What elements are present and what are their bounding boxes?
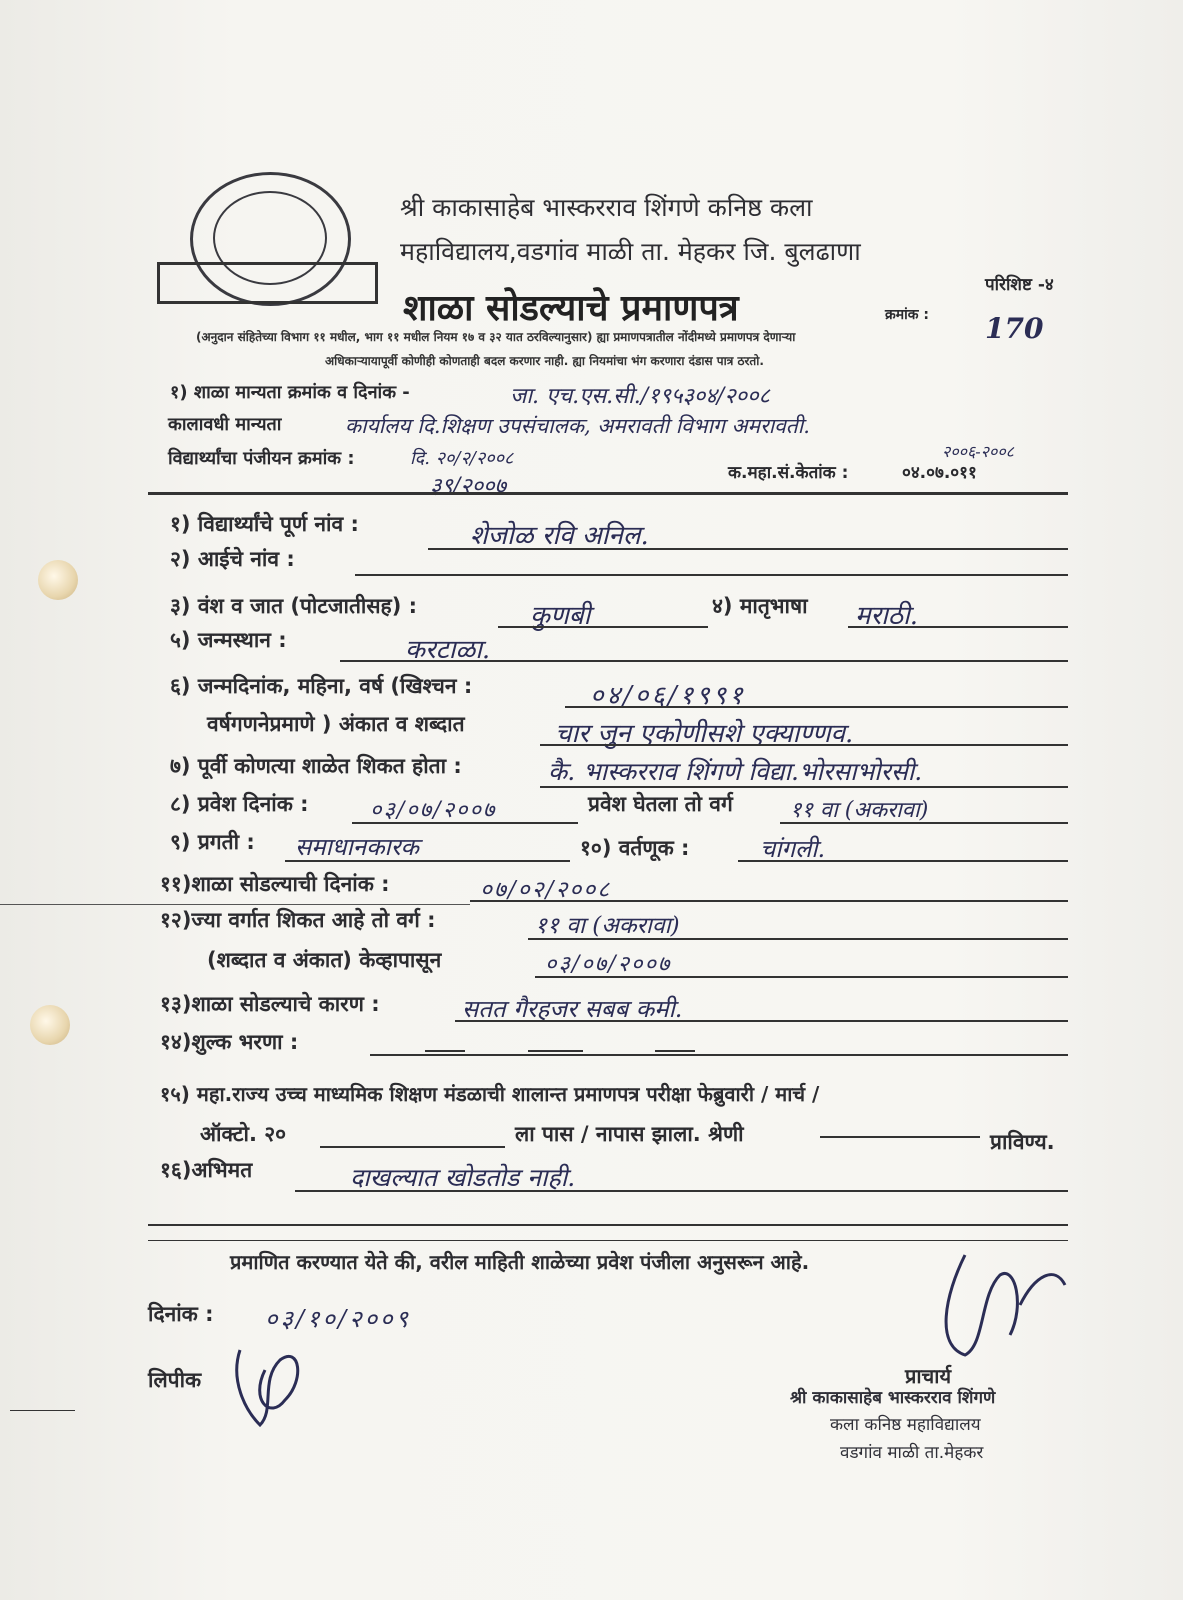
punch-hole-top	[38, 560, 78, 600]
stamp-line-1: श्री काकासाहेब भास्करराव शिंगणे	[790, 1388, 996, 1408]
dash-mark	[655, 1050, 695, 1052]
field-line	[285, 860, 570, 862]
clerk-label: लिपीक	[148, 1368, 202, 1392]
current-class-label: १२)ज्या वर्गात शिकत आहे तो वर्ग :	[160, 908, 436, 932]
previous-school-value: कै. भास्करराव शिंगणे विद्या.भोरसाभोरसी.	[548, 757, 923, 786]
leaving-date-label: ११)शाळा सोडल्याची दिनांक :	[160, 872, 390, 896]
validity-period: २००६-२००८	[942, 442, 1014, 461]
since-label: (शब्दात व अंकात) केव्हापासून	[207, 948, 442, 972]
validity-label: कालावधी मान्यता	[168, 414, 282, 435]
field-line	[498, 626, 708, 628]
field-line	[320, 1146, 505, 1148]
since-value: ०३/०७/२००७	[545, 952, 672, 977]
issue-date-label: दिनांक :	[148, 1302, 214, 1326]
stamp-line-2: कला कनिष्ठ महाविद्यालय	[830, 1415, 981, 1435]
header-note-1: (अनुदान संहितेच्या विभाग ११ मधील, भाग ११ मधील नियम १७ व ३२ यात ठरविल्यानुसार) ह्या प्रमाणपत्रातील नोंदीमध्ये प्रमाणपत्र देणाऱ्या	[196, 330, 796, 344]
dob-words-label: वर्षगणनेप्रमाणे ) अंकात व शब्दात	[207, 712, 465, 736]
field-line	[565, 706, 1068, 708]
board-exam-result-label: ला पास / नापास झाला. श्रेणी	[515, 1122, 744, 1146]
udise-value: ०४.०७.०११	[902, 463, 977, 483]
dob-value: ०४/०६/१९९१	[590, 681, 746, 711]
field-line	[355, 574, 1068, 576]
field-line	[148, 1224, 1068, 1226]
leaving-date-value: ०७/०२/२००८	[480, 877, 612, 903]
admission-class-value: ११ वा (अकरावा)	[790, 798, 929, 823]
principal-label: प्राचार्य	[905, 1364, 952, 1388]
recognition-value: जा. एच.एस.सी./१९५३०४/२००८	[510, 384, 770, 409]
dash-mark	[528, 1050, 583, 1052]
progress-label: ९) प्रगती :	[170, 830, 255, 854]
field-line	[428, 548, 1068, 550]
field-line	[738, 860, 1068, 862]
field-line	[455, 1020, 1068, 1022]
field-line	[780, 822, 1068, 824]
student-name-value: शेजोळ रवि अनिल.	[470, 521, 649, 551]
registration-label: विद्यार्थ्यांचा पंजीयन क्रमांक :	[168, 448, 355, 469]
fees-label: १४)शुल्क भरणा :	[160, 1030, 299, 1054]
field-line	[295, 1190, 1068, 1192]
header-divider	[148, 492, 1068, 495]
dob-label: ६) जन्मदिनांक, महिना, वर्ष (खिश्चन :	[170, 674, 473, 698]
registration-number: ३९/२००७	[430, 474, 507, 499]
board-exam-year-label: ऑक्टो. २०	[200, 1122, 287, 1146]
margin-mark	[10, 1410, 75, 1411]
caste-label: ३) वंश व जात (पोटजातीसह) :	[170, 594, 418, 618]
mother-name-label: २) आईचे नांव :	[170, 547, 295, 571]
fold-crease	[0, 904, 470, 905]
mother-tongue-value: मराठी.	[855, 601, 919, 631]
udise-label: क.महा.सं.केतांक :	[728, 463, 849, 483]
previous-school-label: ७) पूर्वी कोणत्या शाळेत शिकत होता :	[170, 754, 462, 778]
leaving-reason-label: १३)शाळा सोडल्याचे कारण :	[160, 992, 380, 1016]
mother-tongue-label: ४) मातृभाषा	[712, 594, 808, 618]
recognition-label: १) शाळा मान्यता क्रमांक व दिनांक -	[170, 382, 410, 403]
dash-mark	[425, 1050, 465, 1052]
admission-class-label: प्रवेश घेतला तो वर्ग	[588, 792, 733, 816]
field-line	[470, 900, 1068, 902]
dob-words-value: चार जुन एकोणीसशे एक्याण्णव.	[555, 719, 854, 749]
principal-signature	[925, 1235, 1075, 1370]
remarks-value: दाखल्यात खोडतोड नाही.	[350, 1163, 576, 1192]
admission-date-label: ८) प्रवेश दिनांक :	[170, 792, 309, 816]
conduct-value: चांगली.	[760, 835, 826, 863]
field-line	[848, 626, 1068, 628]
clerk-signature	[220, 1340, 320, 1435]
field-line	[535, 976, 1068, 978]
certification-text: प्रमाणित करण्यात येते की, वरील माहिती शाळेच्या प्रवेश पंजीला अनुसरून आहे.	[230, 1250, 810, 1274]
caste-value: कुणबी	[530, 601, 591, 631]
certificate-title: शाळा सोडल्याचे प्रमाणपत्र	[403, 288, 739, 329]
remarks-label: १६)अभिमत	[160, 1158, 253, 1182]
seal-banner	[157, 262, 378, 304]
birthplace-value: करटाळा.	[405, 635, 491, 665]
serial-label: क्रमांक :	[885, 307, 929, 323]
current-class-value: ११ वा (अकरावा)	[535, 913, 680, 939]
field-line	[340, 660, 1068, 662]
field-line	[540, 786, 1068, 788]
college-name-line1: श्री काकासाहेब भास्करराव शिंगणे कनिष्ठ कला	[400, 193, 813, 222]
board-exam-label: १५) महा.राज्य उच्च माध्यमिक शिक्षण मंडळाची शालान्त प्रमाणपत्र परीक्षा फेब्रुवारी / मार्च /	[160, 1082, 820, 1106]
admission-date-value: ०३/०७/२००७	[370, 798, 497, 823]
conduct-label: १०) वर्तणूक :	[580, 836, 690, 860]
birthplace-label: ५) जन्मस्थान :	[170, 628, 287, 652]
header-note-2: अधिकाऱ्यायापूर्वी कोणीही कोणताही बदल करणार नाही. ह्या नियमांचा भंग करणारा दंडास पात्र ठरतो.	[325, 354, 764, 368]
registration-date: दि. २०/२/२००८	[410, 448, 514, 469]
leaving-reason-value: सतत गैरहजर सबब कमी.	[462, 995, 683, 1023]
college-name-line2: महाविद्यालय,वडगांव माळी ता. मेहकर जि. बुलढाणा	[400, 237, 861, 266]
distinction-label: प्राविण्य.	[990, 1130, 1055, 1154]
field-line	[540, 744, 1068, 746]
progress-value: समाधानकारक	[295, 833, 419, 861]
serial-value: 170	[985, 312, 1044, 345]
stamp-line-3: वडगांव माळी ता.मेहकर	[840, 1443, 984, 1463]
field-line	[352, 822, 578, 824]
student-name-label: १) विद्यार्थ्यांचे पूर्ण नांव :	[170, 512, 359, 536]
appendix-label: परिशिष्ट -४	[985, 275, 1054, 295]
field-line	[370, 1054, 1068, 1056]
punch-hole-bottom	[30, 1005, 70, 1045]
issue-date-value: ०३/१०/२००९	[265, 1305, 412, 1333]
field-line	[528, 938, 1068, 940]
validity-value: कार्यालय दि.शिक्षण उपसंचालक, अमरावती विभाग अमरावती.	[345, 414, 810, 438]
field-line	[820, 1136, 980, 1138]
